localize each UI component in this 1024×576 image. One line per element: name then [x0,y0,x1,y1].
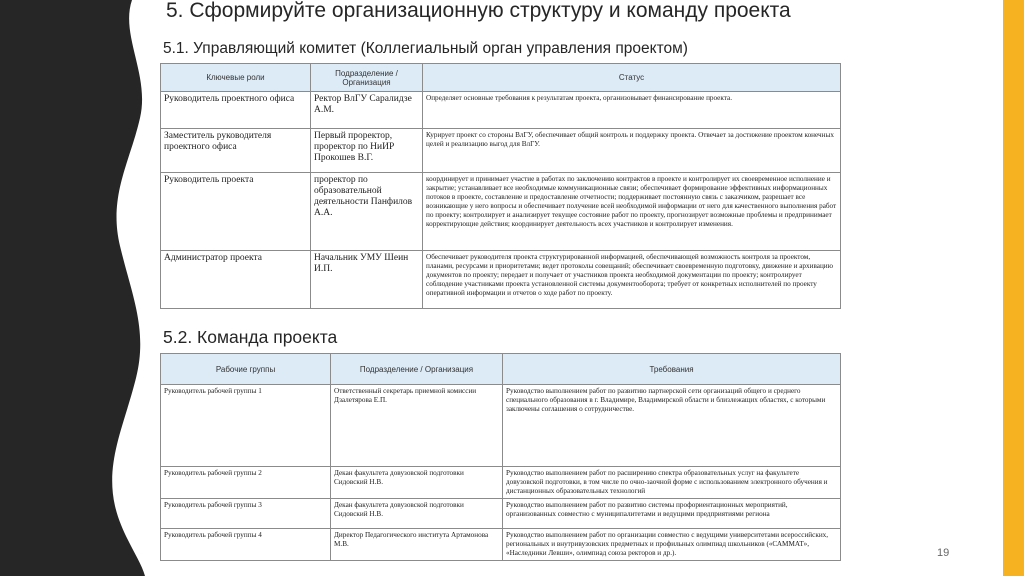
status-cell: Определяет основные требования к результатам проекта, организовывает финансирование проекта. [423,92,841,129]
section2-heading: 5.2. Команда проекта [163,327,338,347]
steering-committee-table [160,63,841,309]
table-row [161,129,841,173]
requirements-cell: Руководство выполнением работ по развитию системы профориентационных мероприятий, организованных совместно с муниципалитетами и ведущими предприятиями региона [503,499,841,529]
group-cell: Руководитель рабочей группы 1 [161,385,331,467]
status-cell: Курирует проект со стороны ВлГУ, обеспечивает общий контроль и поддержку проекта. Отвечает за достижение проектом конечных целей и реализацию выгод для ВлГУ. [423,129,841,173]
header-org: Подразделение / Организация [331,354,503,385]
decorative-curved-border [0,0,160,576]
requirements-cell: Руководство выполнением работ по расширению спектра образовательных услуг на факультете довузовской подготовки, в том числе по очно-заочной форме с использованием электронного обучения и дистанционных образовательных технологий [503,467,841,499]
role-cell: Руководитель проекта [161,173,311,251]
header-role: Ключевые роли [161,64,311,92]
header-org: Подразделение / Организация [311,64,423,92]
group-cell: Руководитель рабочей группы 4 [161,529,331,561]
status-cell: Обеспечивает руководителя проекта структурированной информацией, обеспечивающей возможность контроля за проектом, планами, ресурсами и приоритетами; ведет протоколы совещаний; обеспечивает своевременную подготовку, движение и архивацию документов по проекту; передает и получает от участников проекта необходимой документации по проекту; контролирует соблюдение участниками проекта установленной системы документооборота; требует от конкретных исполнителей по проекту оперативной информации и отчетов о ходе работ по проекту. [423,251,841,309]
role-cell: Администратор проекта [161,251,311,309]
org-cell: Ректор ВлГУ Саралидзе А.М. [311,92,423,129]
org-cell: Ответственный секретарь приемной комиссии Дзалетярова Е.П. [331,385,503,467]
org-cell: Декан факультета довузовской подготовки Сидовский Н.В. [331,467,503,499]
accent-bar [1003,0,1024,576]
table-header-row [161,354,841,385]
section1-heading: 5.1. Управляющий комитет (Коллегиальный орган управления проектом) [163,40,688,57]
org-cell: Директор Педагогического института Артамонова М.В. [331,529,503,561]
table-row [161,92,841,129]
table-row [161,173,841,251]
org-cell: Декан факультета довузовской подготовки Сидовский Н.В. [331,499,503,529]
role-cell: Руководитель проектного офиса [161,92,311,129]
table-row [161,385,841,467]
requirements-cell: Руководство выполнением работ по развитию партнерской сети организаций общего и среднего специального образования в г. Владимире, Владимирской области и близлежащих областях, с которыми заключены соглашения о сотрудничестве. [503,385,841,467]
org-cell: Начальник УМУ Шеин И.П. [311,251,423,309]
table-header-row [161,64,841,92]
org-cell: проректор по образовательной деятельности Панфилов А.А. [311,173,423,251]
group-cell: Руководитель рабочей группы 3 [161,499,331,529]
header-requirements: Требования [503,354,841,385]
requirements-cell: Руководство выполнением работ по организации совместно с ведущими университетами всероссийских, региональных и внутривузовских предметных и профильных олимпиад школьников («САММАТ», «Наследники Левши», олимпиад союза ректоров и др.). [503,529,841,561]
table-row [161,467,841,499]
page-number: 19 [937,547,950,559]
group-cell: Руководитель рабочей группы 2 [161,467,331,499]
table-row [161,529,841,561]
status-cell: координирует и принимает участие в работах по заключению контрактов в проекте и контролирует их своевременное исполнение и закрытие; устанавливает все необходимые коммуникационные связи; обеспечивает формирование эффективных информационных потоков в проекте, составление и предоставление отчетности; поддерживает постоянную связь с заказчиком, разрешает все возникающие у него вопросы и обеспечивает получение всей необходимой информации от него для качественного выполнения работ по проекту; контролирует и анализирует текущее состояние работ по проекту, прогнозирует возможные проблемы и предпринимает корректирующие действия; координирует деятельность всех участников и контролирует изменения. [423,173,841,251]
header-status: Статус [423,64,841,92]
table-row [161,251,841,309]
page-title: 5. Сформируйте организационную структуру и команду проекта [166,0,791,22]
project-team-table [160,353,841,561]
role-cell: Заместитель руководителя проектного офиса [161,129,311,173]
org-cell: Первый проректор, проректор по НиИР Прокошев В.Г. [311,129,423,173]
header-group: Рабочие группы [161,354,331,385]
table-row [161,499,841,529]
